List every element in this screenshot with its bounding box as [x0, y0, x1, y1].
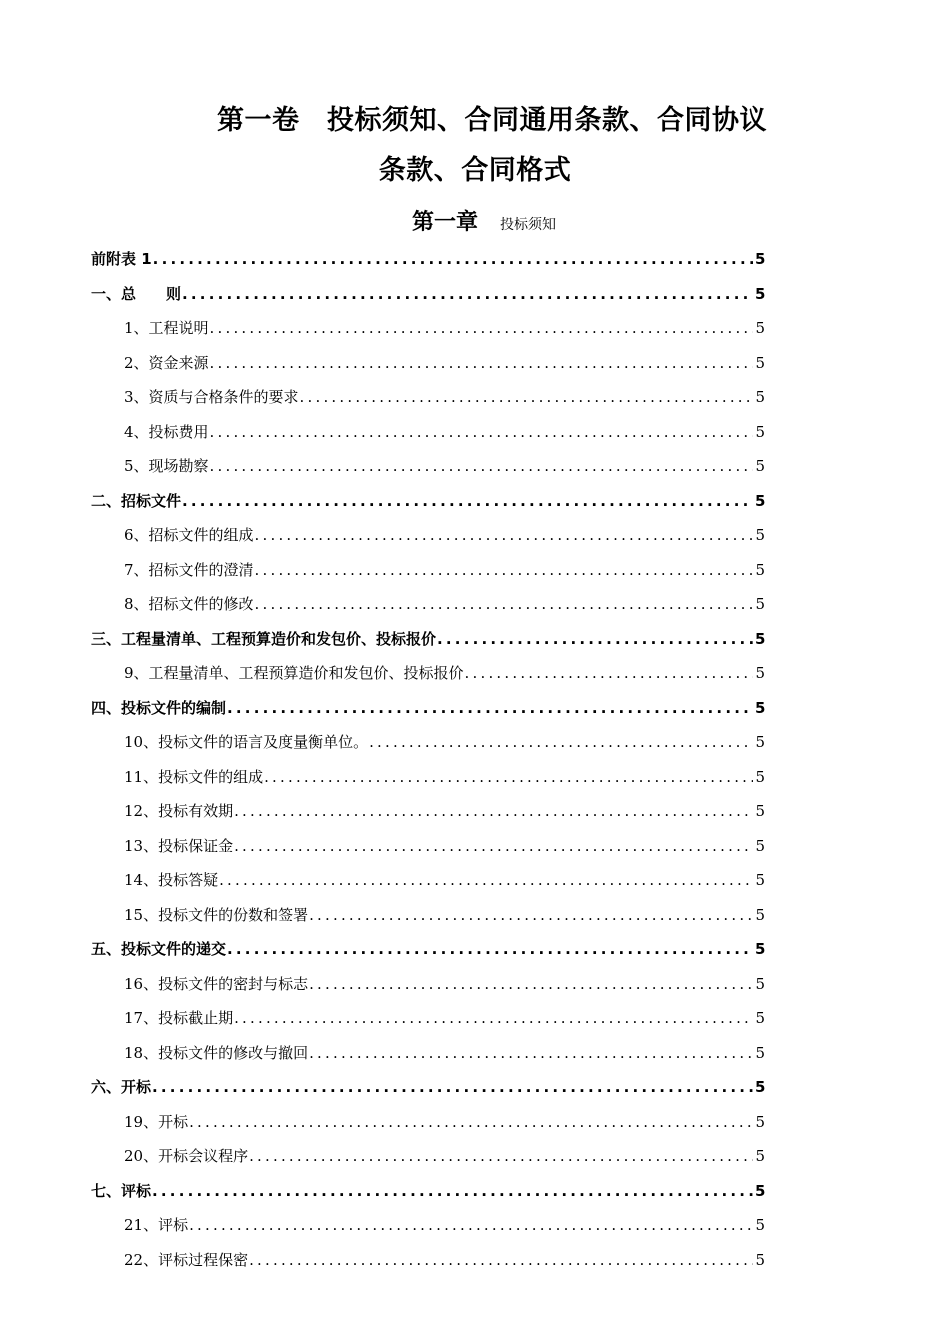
toc-entry-label: 8、招标文件的修改 [124, 595, 254, 613]
toc-entry-label: 5、现场勘察 [124, 457, 209, 475]
toc-dot-leader [309, 902, 753, 928]
toc-page-number: 5 [755, 422, 765, 441]
toc-entry-label: 二、招标文件 [91, 491, 182, 510]
toc-entry-label: 21、评标 [124, 1216, 189, 1234]
toc-page-number: 5 [755, 560, 765, 579]
toc-section-entry[interactable] [91, 488, 765, 523]
toc-subsection-entry[interactable] [91, 1143, 765, 1178]
toc-dot-leader [437, 626, 753, 652]
toc-entry-label: 2、资金来源 [124, 353, 209, 372]
toc-subsection-entry[interactable] [91, 1040, 765, 1075]
toc-subsection-entry[interactable] [91, 1212, 765, 1247]
toc-dot-leader [210, 453, 753, 479]
toc-subsection-entry[interactable] [91, 591, 765, 626]
toc-entry-label: 1、工程说明 [124, 319, 209, 337]
toc-dot-leader [255, 557, 753, 583]
toc-subsection-entry[interactable] [91, 833, 765, 868]
toc-entry-label: 16、投标文件的密封与标志 [124, 974, 309, 993]
toc-dot-leader [234, 798, 753, 824]
volume-title-line-2: 条款、合同格式 [378, 155, 572, 186]
toc-page-number: 5 [755, 319, 765, 337]
toc-page-number: 5 [755, 871, 765, 889]
toc-page-number: 5 [755, 1112, 765, 1131]
toc-dot-leader [189, 1109, 753, 1135]
toc-page-number: 5 [755, 1250, 765, 1269]
toc-dot-leader [210, 419, 753, 445]
toc-page-number: 5 [755, 1147, 765, 1165]
chapter-subtitle: 投标须知 [500, 217, 556, 233]
toc-page-number: 5 [755, 491, 765, 510]
toc-subsection-entry[interactable] [91, 971, 765, 1006]
toc-subsection-entry[interactable] [91, 798, 765, 833]
toc-subsection-entry[interactable] [91, 660, 765, 695]
toc-dot-leader [182, 281, 753, 307]
toc-dot-leader [210, 350, 753, 376]
toc-section-entry[interactable] [91, 246, 765, 281]
toc-page-number: 5 [755, 802, 765, 820]
toc-entry-label: 9、工程量清单、工程预算造价和发包价、投标报价 [124, 664, 464, 682]
toc-entry-label: 14、投标答疑 [124, 871, 219, 889]
toc-page-number: 5 [755, 1216, 765, 1234]
toc-dot-leader [152, 1178, 753, 1204]
toc-entry-label: 4、投标费用 [124, 422, 209, 441]
toc-subsection-entry[interactable] [91, 557, 765, 592]
toc-subsection-entry[interactable] [91, 419, 765, 454]
toc-entry-label: 七、评标 [91, 1181, 152, 1200]
toc-subsection-entry[interactable] [91, 453, 765, 488]
toc-page-number: 5 [755, 974, 765, 993]
toc-page-number: 5 [755, 457, 765, 475]
toc-entry-label: 22、评标过程保密 [124, 1250, 249, 1269]
toc-dot-leader [300, 384, 753, 410]
toc-entry-label: 19、开标 [124, 1112, 189, 1131]
toc-entry-label: 6、招标文件的组成 [124, 526, 254, 544]
toc-dot-leader [465, 660, 753, 686]
table-of-contents [91, 246, 765, 1281]
toc-entry-label: 一、总 则 [91, 284, 182, 303]
toc-section-entry[interactable] [91, 695, 765, 730]
toc-section-entry[interactable] [91, 626, 765, 661]
toc-subsection-entry[interactable] [91, 729, 765, 764]
toc-dot-leader [189, 1212, 753, 1238]
toc-page-number: 5 [755, 629, 765, 648]
toc-subsection-entry[interactable] [91, 764, 765, 799]
toc-page-number: 5 [755, 353, 765, 372]
toc-page-number: 5 [755, 767, 765, 786]
toc-entry-label: 13、投标保证金 [124, 836, 234, 855]
toc-dot-leader [219, 867, 753, 893]
toc-entry-label: 10、投标文件的语言及度量衡单位。 [124, 733, 369, 751]
toc-page-number: 5 [755, 1078, 765, 1096]
toc-entry-label: 12、投标有效期 [124, 802, 234, 820]
toc-entry-label: 六、开标 [91, 1078, 152, 1096]
toc-subsection-entry[interactable] [91, 1005, 765, 1040]
volume-title-line-1: 第一卷 投标须知、合同通用条款、合同协议 [217, 105, 767, 136]
toc-subsection-entry[interactable] [91, 522, 765, 557]
toc-page-number: 5 [755, 388, 765, 406]
toc-dot-leader [255, 522, 753, 548]
toc-page-number: 5 [755, 1009, 765, 1027]
toc-entry-label: 3、资质与合格条件的要求 [124, 388, 299, 406]
toc-entry-label: 20、开标会议程序 [124, 1147, 249, 1165]
toc-section-entry[interactable] [91, 936, 765, 971]
toc-entry-label: 15、投标文件的份数和签署 [124, 905, 309, 924]
toc-entry-label: 7、招标文件的澄清 [124, 560, 254, 579]
toc-page-number: 5 [755, 836, 765, 855]
toc-dot-leader [264, 764, 753, 790]
toc-page-number: 5 [755, 1181, 765, 1200]
toc-page-number: 5 [755, 1043, 765, 1062]
toc-section-entry[interactable] [91, 1074, 765, 1109]
chapter-heading [0, 205, 950, 236]
toc-dot-leader [234, 833, 753, 859]
toc-dot-leader [369, 729, 753, 755]
toc-dot-leader [309, 971, 753, 997]
toc-dot-leader [152, 1074, 753, 1100]
toc-dot-leader [309, 1040, 753, 1066]
toc-section-entry[interactable] [91, 1178, 765, 1213]
toc-dot-leader [227, 695, 753, 721]
toc-dot-leader [255, 591, 753, 617]
toc-entry-label: 五、投标文件的递交 [91, 940, 227, 958]
toc-dot-leader [210, 315, 753, 341]
toc-page-number: 5 [755, 698, 765, 717]
toc-page-number: 5 [755, 664, 765, 682]
toc-subsection-entry[interactable] [91, 867, 765, 902]
toc-page-number: 5 [755, 526, 765, 544]
toc-dot-leader [227, 936, 753, 962]
toc-subsection-entry[interactable] [91, 1247, 765, 1282]
toc-page-number: 5 [755, 905, 765, 924]
toc-page-number: 5 [755, 284, 765, 303]
toc-page-number: 5 [755, 940, 765, 958]
toc-dot-leader [249, 1143, 753, 1169]
chapter-label: 第一章 [411, 210, 478, 235]
toc-dot-leader [182, 488, 753, 514]
toc-page-number: 5 [755, 733, 765, 751]
toc-subsection-entry[interactable] [91, 315, 765, 350]
toc-section-entry[interactable] [91, 281, 765, 316]
toc-entry-label: 11、投标文件的组成 [124, 767, 264, 786]
toc-entry-label: 前附表 1 [91, 250, 152, 268]
toc-page-number: 5 [755, 595, 765, 613]
toc-page-number: 5 [755, 250, 765, 268]
toc-entry-label: 17、投标截止期 [124, 1009, 234, 1027]
toc-subsection-entry[interactable] [91, 902, 765, 937]
toc-dot-leader [249, 1247, 753, 1273]
toc-entry-label: 18、投标文件的修改与撤回 [124, 1043, 309, 1062]
toc-entry-label: 四、投标文件的编制 [91, 698, 227, 717]
toc-dot-leader [153, 246, 753, 272]
toc-dot-leader [234, 1005, 753, 1031]
toc-subsection-entry[interactable] [91, 384, 765, 419]
toc-subsection-entry[interactable] [91, 1109, 765, 1144]
toc-subsection-entry[interactable] [91, 350, 765, 385]
toc-entry-label: 三、工程量清单、工程预算造价和发包价、投标报价 [91, 629, 437, 648]
